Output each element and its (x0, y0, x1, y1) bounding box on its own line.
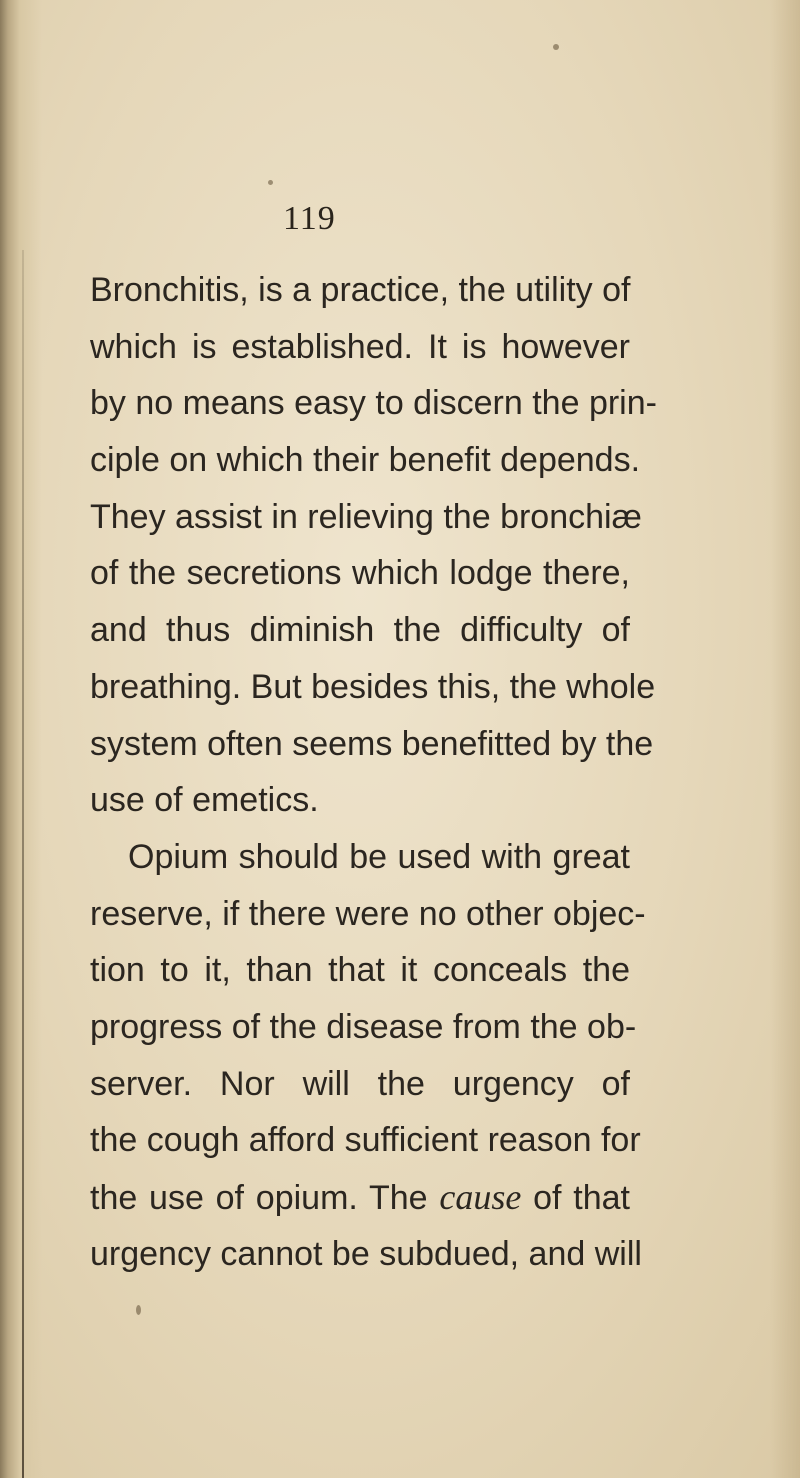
text-line: progress of the disease from the ob- (90, 1007, 637, 1046)
text-line-with-emphasis (90, 1169, 630, 1226)
paper-speck (553, 44, 559, 50)
text-line: ciple on which their benefit depends. (90, 441, 641, 480)
text-line: the cough afford sufficient reason for (90, 1121, 641, 1160)
text-line: They assist in relieving the bronchiæ (90, 497, 642, 536)
text-line: of the secretions which lodge there, (90, 554, 630, 593)
emphasized-word: cause (439, 1177, 522, 1217)
page-gutter (0, 0, 42, 1478)
paper-speck (268, 180, 273, 185)
text-line: and thus diminish the difficulty of (90, 611, 630, 650)
page-edge-shadow (770, 0, 800, 1478)
body-text (90, 262, 657, 1282)
text-line: breathing. But besides this, the whole (90, 667, 656, 706)
text-line: by no means easy to discern the prin- (90, 384, 657, 423)
paper-speck (136, 1305, 141, 1315)
text-line: tion to it, than that it conceals the (90, 951, 630, 990)
text-segment: of that (521, 1179, 630, 1217)
text-line: which is established. It is however (90, 327, 630, 366)
text-segment: the use of opium. The (90, 1179, 440, 1217)
text-line: server. Nor will the urgency of (90, 1064, 630, 1103)
text-line: Opium should be used with great (128, 837, 630, 876)
text-line: urgency cannot be subdued, and will (90, 1234, 642, 1273)
text-line: use of emetics. (90, 781, 319, 820)
text-line: reserve, if there were no other objec- (90, 894, 646, 933)
text-line: Bronchitis, is a practice, the utility of (90, 271, 631, 309)
text-line: system often seems benefitted by the (90, 724, 654, 763)
page-number: 119 (283, 200, 336, 237)
binding-edge (22, 250, 24, 1478)
